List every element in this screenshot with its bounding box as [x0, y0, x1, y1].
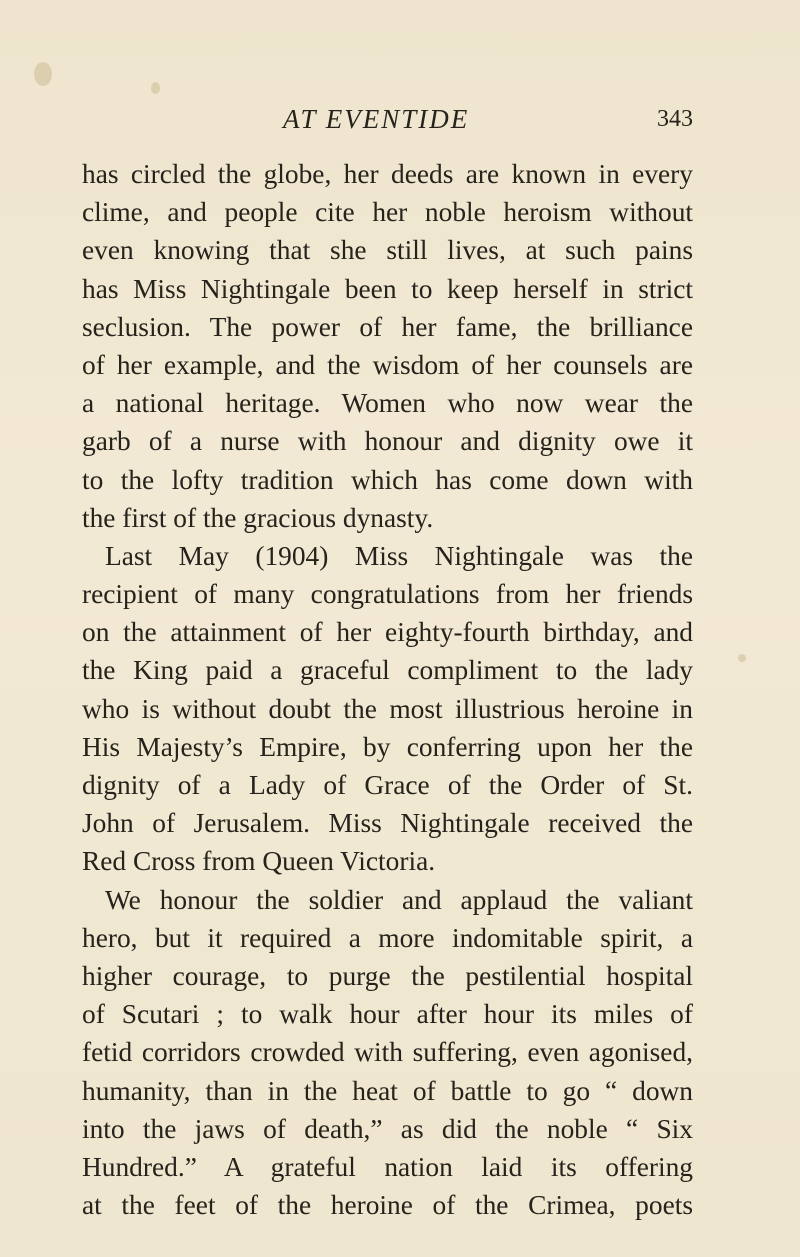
- text-line: humanity, than in the heat of battle to go “ down: [82, 1075, 693, 1106]
- text-line: has circled the globe, her deeds are known in every: [82, 159, 693, 189]
- text-line: hero, but it required a more indomitable spirit, a: [82, 922, 693, 953]
- page-header: [283, 104, 693, 140]
- text-line: to the lofty tradition which has come down with: [82, 464, 693, 495]
- text-line: even knowing that she still lives, at such pains: [82, 235, 693, 266]
- text-line: at the feet of the heroine of the Crimea, poets: [82, 1190, 693, 1221]
- paper-stain: [34, 62, 52, 86]
- paper-stain: [151, 82, 160, 94]
- text-line: garb of a nurse with honour and dignity owe it: [82, 426, 693, 457]
- text-line: a national heritage. Women who now wear the: [82, 388, 693, 419]
- text-line: has Miss Nightingale been to keep herself in strict: [82, 273, 693, 304]
- page-number: 343: [657, 106, 693, 132]
- text-line: John of Jerusalem. Miss Nightingale received the: [82, 808, 693, 839]
- text-line: into the jaws of death,” as did the noble “ Six: [82, 1113, 693, 1144]
- text-line: of her example, and the wisdom of her counsels are: [82, 349, 693, 380]
- text-line: His Majesty’s Empire, by conferring upon her the: [82, 731, 693, 762]
- text-line: dignity of a Lady of Grace of the Order of St.: [82, 770, 693, 800]
- text-line: of Scutari ; to walk hour after hour its miles of: [82, 999, 693, 1030]
- text-line: the King paid a graceful compliment to the lady: [82, 655, 693, 686]
- text-line: clime, and people cite her noble heroism without: [82, 197, 693, 228]
- text-line: fetid corridors crowded with suffering, even agonised,: [82, 1037, 693, 1068]
- running-head: AT EVENTIDE: [283, 104, 470, 134]
- body-text: [82, 155, 693, 1224]
- text-line: Last May (1904) Miss Nightingale was the: [105, 540, 693, 571]
- text-line: recipient of many congratulations from her friends: [82, 579, 693, 610]
- paper-stain: [738, 654, 746, 662]
- text-line: Red Cross from Queen Victoria.: [82, 846, 436, 877]
- text-line: seclusion. The power of her fame, the brilliance: [82, 311, 693, 342]
- text-line: Hundred.” A grateful nation laid its offering: [82, 1151, 693, 1182]
- text-line: the first of the gracious dynasty.: [82, 502, 434, 533]
- text-line: who is without doubt the most illustrious heroine in: [82, 693, 693, 724]
- text-line: We honour the soldier and applaud the valiant: [105, 884, 693, 915]
- text-line: on the attainment of her eighty-fourth birthday, and: [82, 617, 693, 648]
- text-line: higher courage, to purge the pestilential hospital: [82, 960, 693, 991]
